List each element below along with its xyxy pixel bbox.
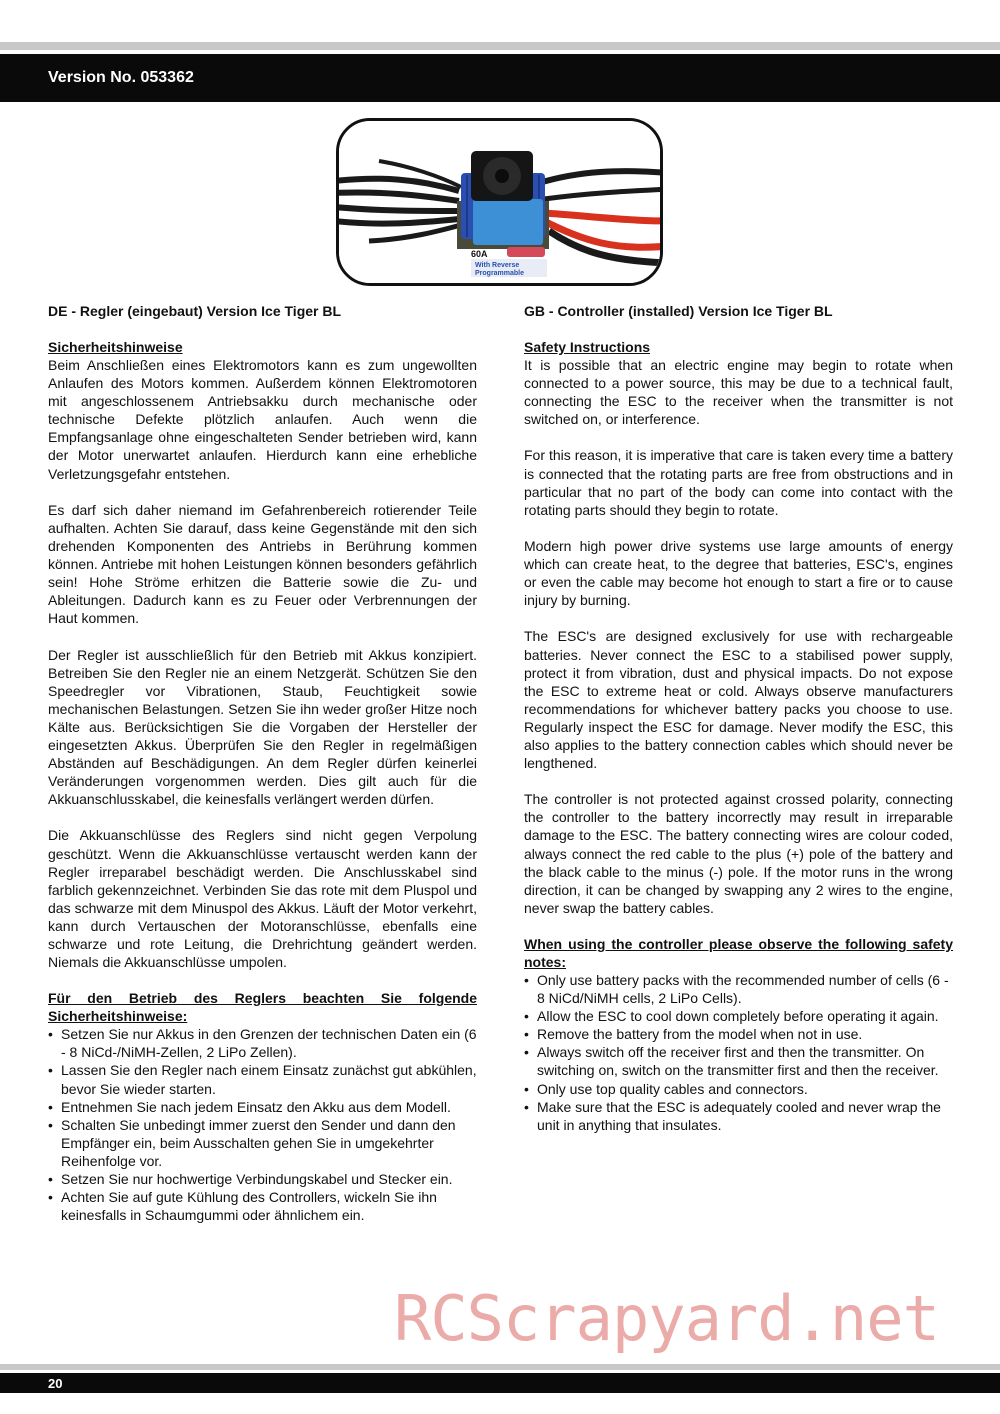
list-item: • Schalten Sie unbedingt immer zuerst den Sender und dann den Empfänger ein, beim Ausschalten gehen Sie in umgekehrter Reihenfolge vor. xyxy=(48,1116,477,1170)
gb-title: GB - Controller (installed) Version Ice Tiger BL xyxy=(524,303,833,319)
gb-safety-list xyxy=(524,971,953,1134)
watermark: RCScrapyard.net xyxy=(394,1282,939,1355)
footer-bar xyxy=(0,1373,1000,1393)
list-item: • Allow the ESC to cool down completely before operating it again. xyxy=(524,1007,953,1025)
list-item: • Entnehmen Sie nach jedem Einsatz den Akku aus dem Modell. xyxy=(48,1098,477,1116)
de-column xyxy=(48,302,477,1224)
de-safety-list xyxy=(48,1025,477,1224)
page-number: 20 xyxy=(48,1376,63,1391)
list-item: • Achten Sie auf gute Kühlung des Controllers, wickeln Sie ihn keinesfalls in Schaumgummi oder ähnlichem ein. xyxy=(48,1188,477,1224)
esc-illustration xyxy=(339,121,660,283)
list-item: • Setzen Sie nur Akkus in den Grenzen der technischen Daten ein (6 - 8 NiCd-/NiMH-Zellen, 2 LiPo Zellen). xyxy=(48,1025,477,1061)
de-paragraph-4: Die Akkuanschlüsse des Reglers sind nicht gegen Verpolung geschützt. Wenn die Akkuanschlüsse vertauscht werden kann der Regler irreparabel beschädigt werden. Die Anschlusskabel sind farblich gekennzeichnet. Verbinden Sie das rote mit dem Pluspol und das schwarze mit dem Minuspol des Akkus. Läuft der Motor verkehrt, kann durch Vertauschen der Motoranschlüsse, ebenfalls eine schwarze und rote Leitung, die Drehrichtung geändert werden. Niemals die Akkuanschlüsse umpolen. xyxy=(48,827,477,971)
list-item: • Only use battery packs with the recommended number of cells (6 - 8 NiCd/NiMH cells, 2 LiPo Cells). xyxy=(524,971,953,1007)
top-rule xyxy=(0,42,1000,50)
list-item: • Lassen Sie den Regler nach einem Einsatz zunächst gut abkühlen, bevor Sie wieder starten. xyxy=(48,1061,477,1097)
gb-column xyxy=(524,302,953,1134)
gb-paragraph-3: Modern high power drive systems use large amounts of energy which can create heat, to the degree that batteries, ESC's, engines or even the cable may become hot enough to start a fire or to cause injury by burning. xyxy=(524,537,953,609)
de-title: DE - Regler (eingebaut) Version Ice Tiger BL xyxy=(48,303,342,319)
esc-label-line-1: With Reverse xyxy=(475,262,520,269)
gb-safety-heading: Safety Instructions xyxy=(524,339,651,355)
de-safety-heading: Sicherheitshinweise xyxy=(48,339,183,355)
list-item: • Setzen Sie nur hochwertige Verbindungskabel und Stecker ein. xyxy=(48,1170,477,1188)
esc-label-line-2: Programmable xyxy=(475,270,525,277)
de-list-heading: Für den Betrieb des Reglers beachten Sie folgende Sicherheitshinweise: xyxy=(48,990,477,1025)
list-item: • Only use top quality cables and connectors. xyxy=(524,1080,953,1098)
de-paragraph-3: Der Regler ist ausschließlich für den Betrieb mit Akkus konzipiert. Betreiben Sie den Regler nie an einem Netzgerät. Schützen Sie den Speedregler vor Vibrationen, Staub, Feuchtigkeit sowie mechanischen Belastungen. Setzen Sie ihn weder großer Hitze noch Kälte aus. Berücksichtigen Sie die Vorgaben der Hersteller der eingesetzten Akkus. Überprüfen Sie den Regler in regelmäßigen Abständen auf Beschädigungen. An dem Regler dürfen keinerlei Veränderungen vorgenommen werden. Dies gilt auch für die Akkuanschlusskabel, die keinesfalls verlängert werden dürfen. xyxy=(48,646,477,808)
list-item: • Remove the battery from the model when not in use. xyxy=(524,1025,953,1043)
list-item: • Make sure that the ESC is adequately cooled and never wrap the unit in anything that insulates. xyxy=(524,1098,953,1134)
gb-list-heading: When using the controller please observe the following safety notes: xyxy=(524,936,953,970)
gb-paragraph-1: It is possible that an electric engine may begin to rotate when connected to a power source, this may be due to a technical fault, connecting the ESC to the receiver when the transmitter is not switched on, or interference. xyxy=(524,357,953,428)
esc-amp-label: 60A xyxy=(471,249,488,259)
esc-photo xyxy=(336,118,663,286)
gb-paragraph-5: The controller is not protected against crossed polarity, connecting the controller to the battery incorrectly may result in irreparable damage to the ESC. The battery connecting wires are colour coded, always connect the red cable to the plus (+) pole of the battery and the black cable to the minus (-) pole. If the motor runs in the wrong direction, it can be changed by swapping any 2 wires to the engine, never swap the battery cables. xyxy=(524,791,953,916)
de-paragraph-1: Beim Anschließen eines Elektromotors kann es zum ungewollten Anlaufen des Motors kommen. Außerdem können Elektromotoren mit angeschlossenem Antriebsakku durch mechanische oder technische Defekte plötzlich anlaufen. Auch wenn die Empfangsanlage ohne eingeschalteten Sender betrieben wird, kann der Motor unerwartet anlaufen. Hierdurch kann eine erhebliche Verletzungsgefahr entstehen. xyxy=(48,357,477,482)
bottom-rule xyxy=(0,1364,1000,1370)
gb-paragraph-2: For this reason, it is imperative that care is taken every time a battery is connected that the rotating parts are free from obstructions and in particular that no part of the body can come into contact with the rotating parts should they begin to rotate. xyxy=(524,447,953,518)
de-paragraph-2: Es darf sich daher niemand im Gefahrenbereich rotierender Teile aufhalten. Achten Sie darauf, dass keine Gegenstände mit den sich drehenden Komponenten des Antriebs in Berührung kommen können. Antriebe mit hohen Leistungen können besonders gefährlich sein! Hohe Ströme erhitzen die Batterie sowie die Zu- und Ableitungen. Dadurch kann es zu Feuer oder Verbrennungen der Haut kommen. xyxy=(48,501,477,627)
version-title: Version No. 053362 xyxy=(48,69,194,86)
list-item: • Always switch off the receiver first and then the transmitter. On switching on, switch on the transmitter first and then the receiver. xyxy=(524,1043,953,1079)
gb-paragraph-4: The ESC's are designed exclusively for use with rechargeable batteries. Never connect the ESC to a stabilised power supply, protect it from vibration, dust and physical impacts. Do not expose the ESC to extreme heat or cold. Always observe manufacturers recommendations for whichever battery packs you choose to use. Regularly inspect the ESC for damage. Never modify the ESC, this also applies to the battery connection cables which should never be lengthened. xyxy=(524,628,953,772)
